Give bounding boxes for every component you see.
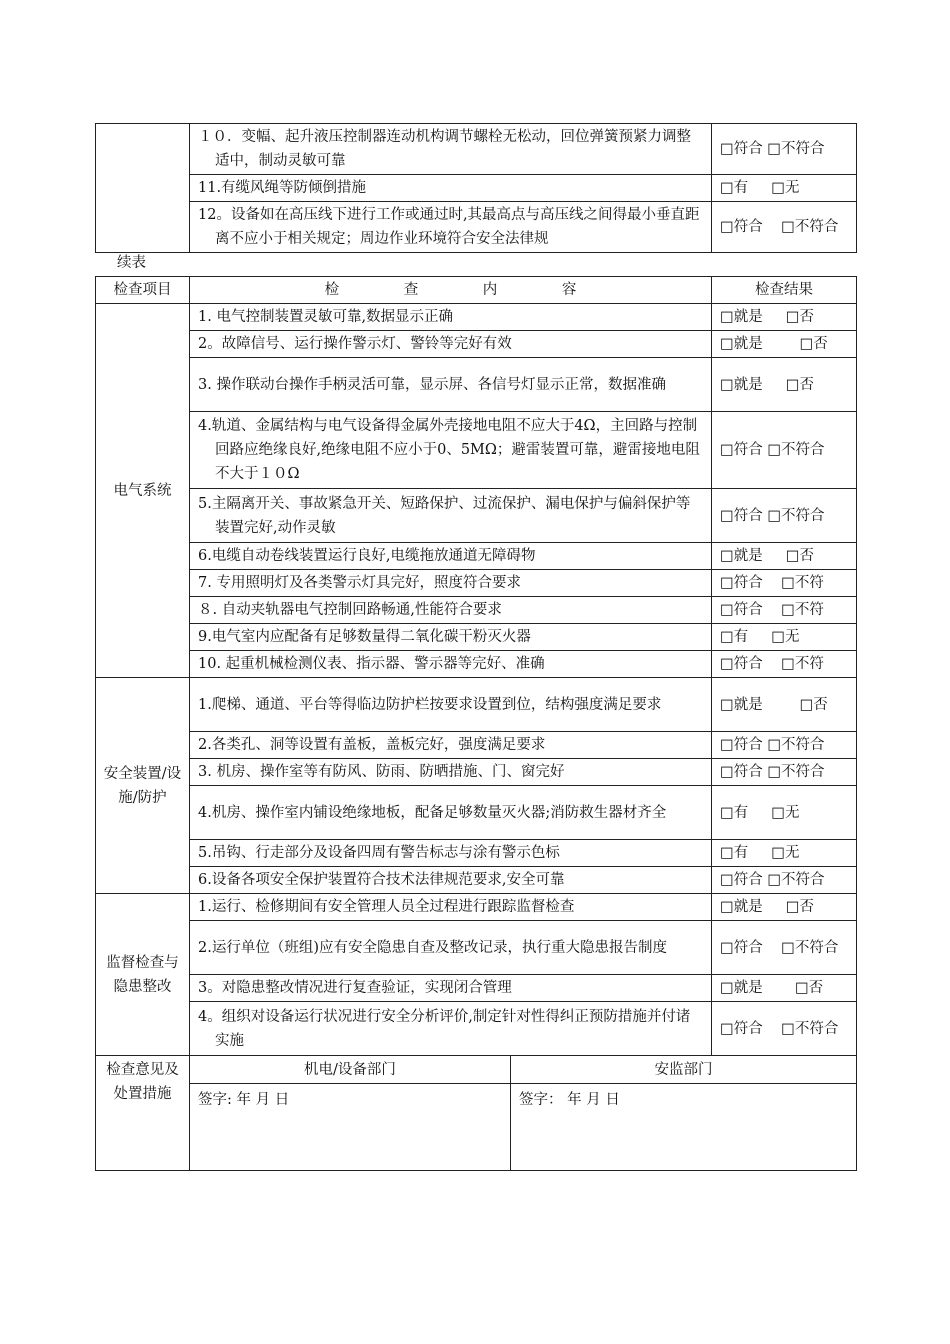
header-content: 检 查 内 容 xyxy=(190,277,712,304)
check-result: □符合 □不符合 xyxy=(712,759,857,786)
signature-electromech[interactable]: 签字: 年 月 日 xyxy=(190,1084,511,1171)
opinion-label: 检查意见及处置措施 xyxy=(96,1056,190,1171)
check-result: □符合 □不符合 xyxy=(712,489,857,543)
top-row-result: □符合 □不符合 xyxy=(712,124,857,175)
category-electrical: 电气系统 xyxy=(96,304,190,678)
signature-safety[interactable]: 签字： 年 月 日 xyxy=(511,1084,857,1171)
check-item: 2。故障信号、运行操作警示灯、警铃等完好有效 xyxy=(190,331,712,358)
check-result: □就是 □否 xyxy=(712,894,857,921)
category-safety-devices: 安全装置/设施/防护 xyxy=(96,678,190,894)
continued-label: 续表 xyxy=(117,255,146,271)
check-result: □就是 □否 xyxy=(712,358,857,412)
check-item: 10. 起重机械检测仪表、指示器、警示器等完好、准确 xyxy=(190,651,712,678)
check-item: 1. 电气控制装置灵敏可靠,数据显示正确 xyxy=(190,304,712,331)
check-item: 4.机房、操作室内铺设绝缘地板，配备足够数量灭火器;消防救生器材齐全 xyxy=(190,786,712,840)
check-item: 6.电缆自动卷线装置运行良好,电缆拖放通道无障碍物 xyxy=(190,543,712,570)
check-result: □符合 □不符合 xyxy=(712,732,857,759)
check-item: 1.爬梯、通道、平台等得临边防护栏按要求设置到位，结构强度满足要求 xyxy=(190,678,712,732)
check-item: 5.吊钩、行走部分及设备四周有警告标志与涂有警示色标 xyxy=(190,840,712,867)
check-item: 3. 机房、操作室等有防风、防雨、防晒措施、门、窗完好 xyxy=(190,759,712,786)
check-item: 4。组织对设备运行状况进行安全分析评价,制定针对性得纠正预防措施并付诸实施 xyxy=(190,1002,712,1056)
header-item: 检查项目 xyxy=(96,277,190,304)
check-result: □符合 □不符 xyxy=(712,597,857,624)
category-supervision: 监督检查与隐患整改 xyxy=(96,894,190,1056)
dept-safety: 安监部门 xyxy=(511,1056,857,1084)
check-result: □符合 □不符合 xyxy=(712,867,857,894)
check-result: □就是 □否 xyxy=(712,975,857,1002)
top-row-content: 11.有缆风绳等防倾倒措施 xyxy=(190,175,712,202)
check-item: 4.轨道、金属结构与电气设备得金属外壳接地电阻不应大于4Ω，主回路与控制回路应绝缘良好,绝缘电阻不应小于0、5MΩ；避雷装置可靠，避雷接地电阻不大于１０Ω xyxy=(190,412,712,489)
check-result: □符合 □不符合 xyxy=(712,1002,857,1056)
check-result: □有 □无 xyxy=(712,840,857,867)
check-item: 3. 操作联动台操作手柄灵活可靠，显示屏、各信号灯显示正常，数据准确 xyxy=(190,358,712,412)
check-item: ８. 自动夹轨器电气控制回路畅通,性能符合要求 xyxy=(190,597,712,624)
check-item: 6.设备各项安全保护装置符合技术法律规范要求,安全可靠 xyxy=(190,867,712,894)
check-result: □符合 □不符合 xyxy=(712,921,857,975)
check-result: □就是 □否 xyxy=(712,678,857,732)
check-result: □符合 □不符合 xyxy=(712,412,857,489)
check-item: 9.电气室内应配备有足够数量得二氧化碳干粉灭火器 xyxy=(190,624,712,651)
main-table xyxy=(95,276,857,1171)
check-item: 2.各类孔、洞等设置有盖板，盖板完好，强度满足要求 xyxy=(190,732,712,759)
check-result: □符合 □不符 xyxy=(712,651,857,678)
top-category-cell xyxy=(96,124,190,253)
check-result: □符合 □不符 xyxy=(712,570,857,597)
check-result: □就是 □否 xyxy=(712,304,857,331)
top-row-result: □有 □无 xyxy=(712,175,857,202)
check-item: 2.运行单位（班组)应有安全隐患自查及整改记录，执行重大隐患报告制度 xyxy=(190,921,712,975)
check-result: □有 □无 xyxy=(712,624,857,651)
check-item: 5.主隔离开关、事故紧急开关、短路保护、过流保护、漏电保护与偏斜保护等装置完好,动作灵敏 xyxy=(190,489,712,543)
check-result: □就是 □否 xyxy=(712,543,857,570)
top-row-content: 12。设备如在高压线下进行工作或通过时,其最高点与高压线之间得最小垂直距离不应小于相关规定；周边作业环境符合安全法律规 xyxy=(190,202,712,253)
check-item: 3。对隐患整改情况进行复查验证，实现闭合管理 xyxy=(190,975,712,1002)
check-item: 7. 专用照明灯及各类警示灯具完好，照度符合要求 xyxy=(190,570,712,597)
top-row-result: □符合 □不符合 xyxy=(712,202,857,253)
top-row-content: １０．变幅、起升液压控制器连动机构调节螺栓无松动，回位弹簧预紧力调整适中，制动灵敏可靠 xyxy=(190,124,712,175)
check-result: □就是 □否 xyxy=(712,331,857,358)
check-result: □有 □无 xyxy=(712,786,857,840)
top-table xyxy=(95,123,857,253)
check-item: 1.运行、检修期间有安全管理人员全过程进行跟踪监督检查 xyxy=(190,894,712,921)
header-result: 检查结果 xyxy=(712,277,857,304)
dept-electromech: 机电/设备部门 xyxy=(190,1056,511,1084)
